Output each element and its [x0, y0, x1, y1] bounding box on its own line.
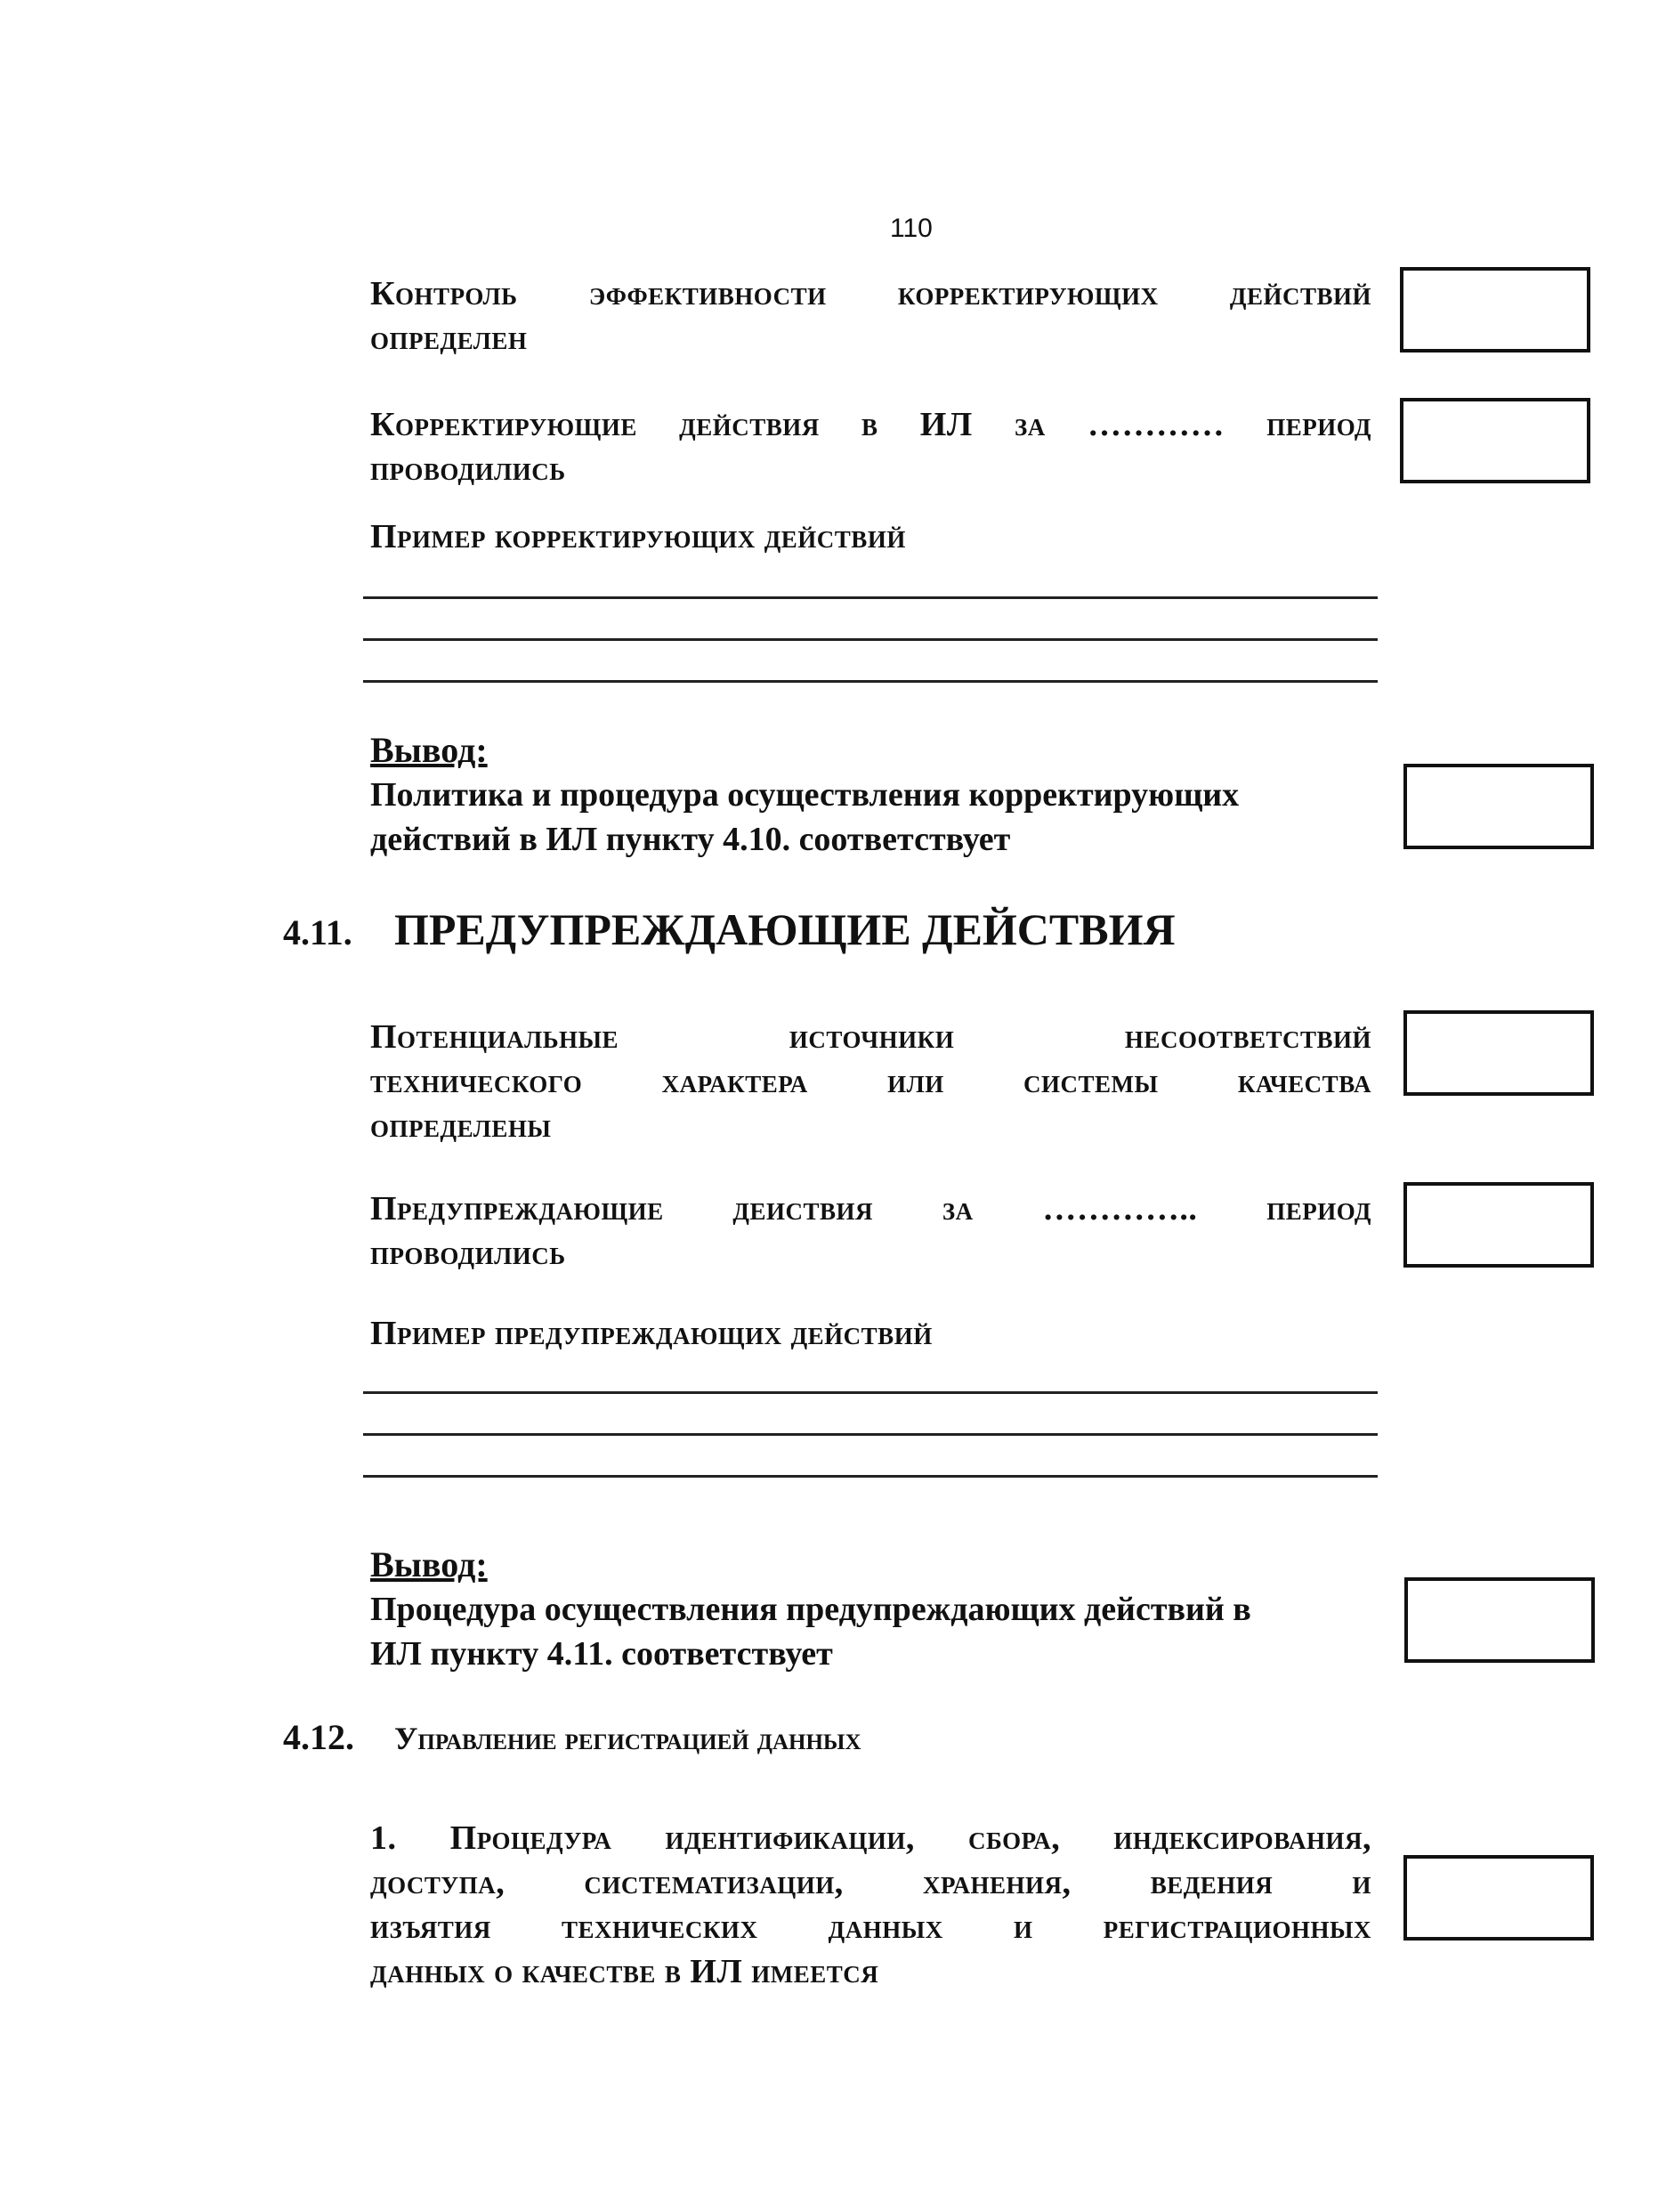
- fill-line[interactable]: [363, 1433, 1378, 1436]
- section-title: Управление регистрацией данных: [394, 1721, 861, 1756]
- fill-line[interactable]: [363, 638, 1378, 641]
- checklist-item-potential-sources: [370, 1015, 1371, 1148]
- section-title: ПРЕДУПРЕЖДАЮЩИЕ ДЕЙСТВИЯ: [394, 904, 1176, 954]
- item-line: Потенциальные источники несоответствий: [370, 1018, 1371, 1056]
- item-line: Корректирующие действия в ИЛ за ………… период: [370, 406, 1371, 443]
- checkbox-data-registration-procedure[interactable]: [1403, 1855, 1594, 1941]
- checklist-item-effectiveness-control: [370, 271, 1371, 361]
- checkbox-potential-sources[interactable]: [1403, 1010, 1594, 1096]
- checkbox-corrective-actions-period[interactable]: [1400, 398, 1590, 483]
- conclusion-title: Вывод:: [370, 1544, 488, 1584]
- section-heading-412: [283, 1716, 861, 1758]
- section-number: 4.12.: [283, 1717, 354, 1757]
- checkbox-conclusion-411[interactable]: [1404, 1577, 1595, 1663]
- conclusion-410: [370, 728, 1371, 862]
- example-corrective-label: Пример корректирующих действий: [370, 518, 906, 555]
- item-line: данных о качестве в ИЛ имеется: [370, 1953, 879, 1990]
- checklist-item-preventive-actions-period: [370, 1187, 1371, 1276]
- fill-line[interactable]: [363, 680, 1378, 683]
- checkbox-effectiveness-control[interactable]: [1400, 267, 1590, 352]
- fill-line[interactable]: [363, 1391, 1378, 1394]
- checkbox-preventive-actions-period[interactable]: [1403, 1182, 1594, 1268]
- conclusion-line: ИЛ пункту 4.11. соответствует: [370, 1635, 833, 1673]
- example-preventive-fill-lines[interactable]: [363, 1391, 1378, 1517]
- checklist-item-corrective-actions-period: [370, 402, 1371, 491]
- example-corrective-fill-lines[interactable]: [363, 596, 1378, 722]
- section-number: 4.11.: [283, 912, 352, 952]
- fill-line[interactable]: [363, 596, 1378, 599]
- item-line: проводились: [370, 450, 566, 488]
- example-preventive-label: Пример предупреждающих действий: [370, 1315, 933, 1352]
- conclusion-line: Процедура осуществления предупреждающих действий в: [370, 1591, 1251, 1628]
- item-line: 1. Процедура идентификации, сбора, индексирования,: [370, 1819, 1371, 1857]
- item-line: Контроль эффективности корректирующих действий: [370, 275, 1371, 312]
- fill-line[interactable]: [363, 1475, 1378, 1478]
- checklist-item-data-registration-procedure: [370, 1816, 1371, 1994]
- item-line: изъятия технических данных и регистрационных: [370, 1908, 1371, 1946]
- page-number: 110: [890, 214, 933, 243]
- conclusion-title: Вывод:: [370, 730, 488, 770]
- item-line: технического характера или системы качества: [370, 1063, 1371, 1100]
- item-line: Предупреждающие деиствия за ………….. период: [370, 1190, 1371, 1228]
- item-line: определены: [370, 1107, 552, 1145]
- conclusion-line: Политика и процедура осуществления корректирующих: [370, 776, 1240, 814]
- item-line: доступа, систематизации, хранения, ведения и: [370, 1864, 1371, 1901]
- conclusion-411: [370, 1543, 1371, 1676]
- section-heading-411: [283, 903, 1176, 955]
- checkbox-conclusion-410[interactable]: [1403, 764, 1594, 849]
- item-line: определен: [370, 320, 528, 357]
- item-line: проводились: [370, 1235, 566, 1272]
- conclusion-line: действий в ИЛ пункту 4.10. соответствует: [370, 821, 1011, 858]
